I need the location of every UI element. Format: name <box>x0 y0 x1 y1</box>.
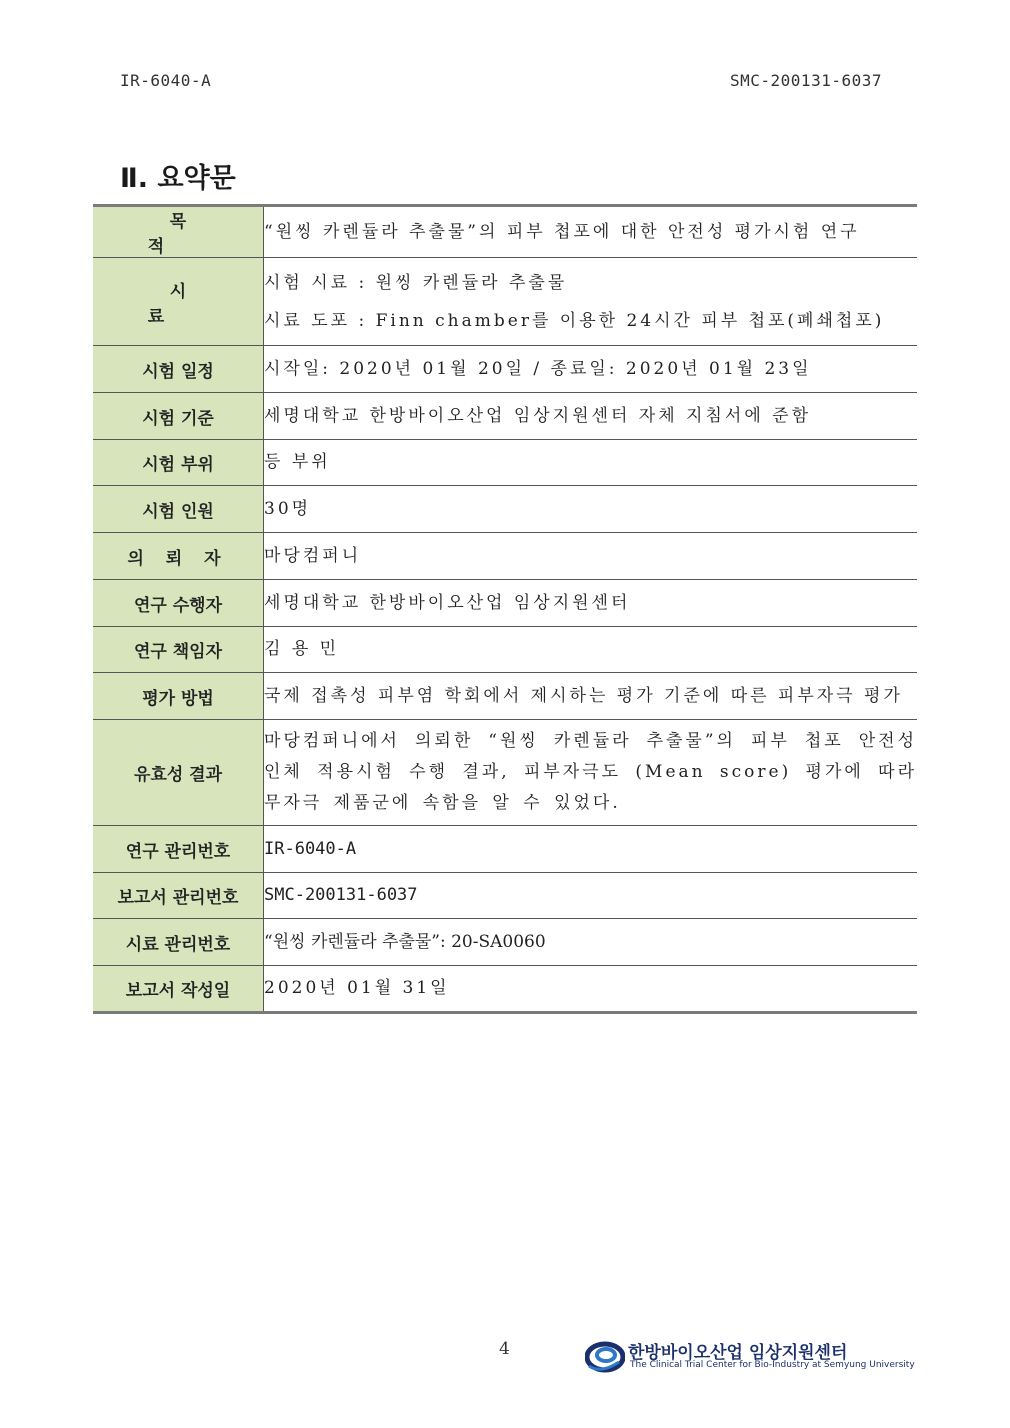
row-label-report-number: 보고서 관리번호 <box>93 873 264 919</box>
row-value-criteria: 세명대학교 한방바이오산업 임상지원센터 자체 지침서에 준함 <box>264 393 918 440</box>
summary-table <box>93 204 917 1014</box>
row-value-study-number: IR-6040-A <box>264 826 918 873</box>
row-label-study-number: 연구 관리번호 <box>93 826 264 873</box>
row-value-report-date: 2020년 01월 31일 <box>264 966 918 1013</box>
row-label-test-site: 시험 부위 <box>93 440 264 486</box>
logo-title: 한방바이오산업 임상지원센터 <box>628 1343 848 1363</box>
table-row <box>93 346 917 393</box>
row-value-schedule: 시작일: 2020년 01월 20일 / 종료일: 2020년 01월 23일 <box>264 346 918 393</box>
row-label-method: 평가 방법 <box>93 673 264 720</box>
row-value-report-number: SMC-200131-6037 <box>264 873 918 919</box>
table-row <box>93 826 917 873</box>
table-row <box>93 206 917 258</box>
row-label-schedule: 시험 일정 <box>93 346 264 393</box>
row-value-purpose: “원씽 카렌듈라 추출물”의 피부 첩포에 대한 안전성 평가시험 연구 <box>264 206 918 258</box>
section-title: Ⅱ. 요약문 <box>120 163 236 194</box>
row-label-principal-investigator: 연구 책임자 <box>93 627 264 673</box>
header-management-number: SMC-200131-6037 <box>730 71 882 90</box>
row-value-sample: 시험 시료 : 원씽 카렌듈라 추출물 시료 도포 : Finn chamber를 이용한 24시간 피부 첩포(폐쇄첩포) <box>264 258 918 346</box>
table-row <box>93 440 917 486</box>
row-label-performer: 연구 수행자 <box>93 580 264 627</box>
row-label-subjects: 시험 인원 <box>93 486 264 533</box>
row-value-principal-investigator: 김 용 민 <box>264 627 918 673</box>
row-label-criteria: 시험 기준 <box>93 393 264 440</box>
table-row <box>93 720 917 826</box>
center-logo <box>585 1336 915 1376</box>
row-value-performer: 세명대학교 한방바이오산업 임상지원센터 <box>264 580 918 627</box>
table-row <box>93 873 917 919</box>
row-label-result: 유효성 결과 <box>93 720 264 826</box>
row-label-sample-number: 시료 관리번호 <box>93 919 264 966</box>
row-value-subjects: 30명 <box>264 486 918 533</box>
logo-subtitle: The Clinical Trial Center for Bio-Industry at Semyung University <box>630 1360 915 1370</box>
page-number: 4 <box>499 1339 510 1359</box>
table-row <box>93 486 917 533</box>
row-label-purpose: 목 적 <box>93 206 264 258</box>
table-row <box>93 580 917 627</box>
row-value-result: 마당컴퍼니에서 의뢰한 “원씽 카렌듈라 추출물”의 피부 첩포 안전성 인체 적용시험 수행 결과, 피부자극도 (Mean score) 평가에 따라 무자극 제품군에 속함을 알 수 있었다. <box>264 720 918 826</box>
row-label-report-date: 보고서 작성일 <box>93 966 264 1013</box>
row-label-sample: 시 료 <box>93 258 264 346</box>
row-value-client: 마당컴퍼니 <box>264 533 918 580</box>
row-value-sample-number: “원씽 카렌듈라 추출물”: 20-SA0060 <box>264 919 918 966</box>
table-row <box>93 966 917 1013</box>
header-report-id: IR-6040-A <box>120 71 212 90</box>
row-value-test-site: 등 부위 <box>264 440 918 486</box>
table-row <box>93 673 917 720</box>
table-row <box>93 258 917 346</box>
row-value-method: 국제 접촉성 피부염 학회에서 제시하는 평가 기준에 따른 피부자극 평가 <box>264 673 918 720</box>
table-row <box>93 393 917 440</box>
center-logo-icon <box>585 1336 625 1376</box>
row-label-client: 의 뢰 자 <box>93 533 264 580</box>
table-row <box>93 919 917 966</box>
table-row <box>93 627 917 673</box>
table-row <box>93 533 917 580</box>
